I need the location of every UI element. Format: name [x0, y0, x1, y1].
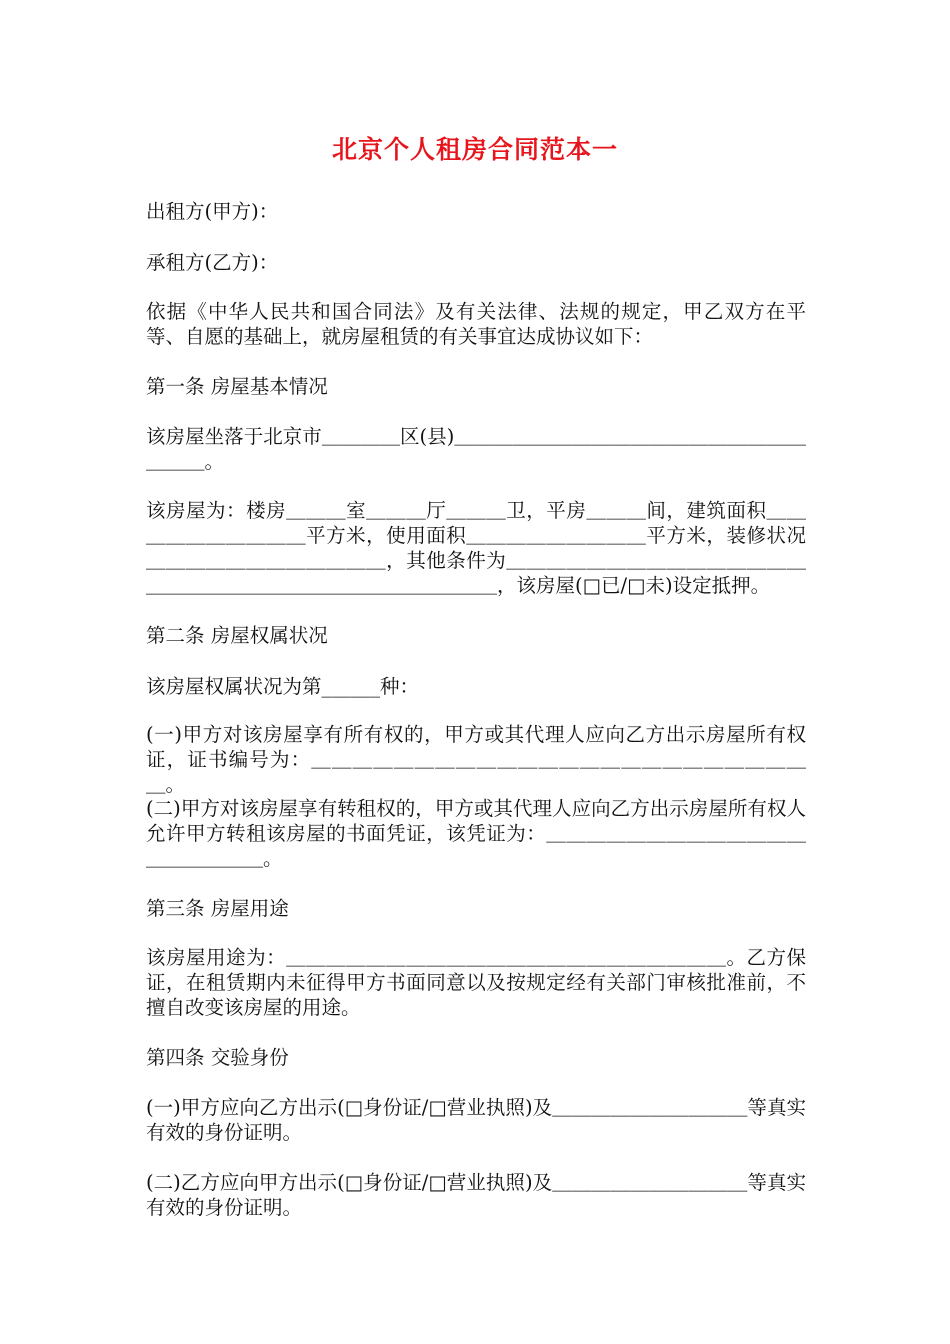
- lessor-line: 出租方(甲方)：: [146, 200, 279, 223]
- property-location-paragraph: 该房屋坐落于北京市＿＿＿＿区(县)＿＿＿＿＿＿＿＿＿＿＿＿＿＿＿＿＿＿＿＿＿。: [146, 425, 806, 473]
- article-3-heading: 第三条 房屋用途: [146, 897, 289, 920]
- identity-clause-2: (二)乙方应向甲方出示(□身份证/□营业执照)及＿＿＿＿＿＿＿＿＿＿等真实有效的身份证明。: [146, 1171, 806, 1219]
- ownership-clause-1: (一)甲方对该房屋享有所有权的，甲方或其代理人应向乙方出示房屋所有权证，证书编号为：＿＿＿＿＿＿＿＿＿＿＿＿＿＿＿＿＿＿＿＿＿＿＿＿＿。: [146, 723, 806, 796]
- identity-clause-1: (一)甲方应向乙方出示(□身份证/□营业执照)及＿＿＿＿＿＿＿＿＿＿等真实有效的身份证明。: [146, 1096, 806, 1144]
- article-4-heading: 第四条 交验身份: [146, 1046, 289, 1069]
- document-title: 北京个人租房合同范本一: [331, 135, 618, 164]
- property-use-paragraph: 该房屋用途为：＿＿＿＿＿＿＿＿＿＿＿＿＿＿＿＿＿＿＿＿＿＿。乙方保证，在租赁期内未征得甲方书面同意以及按规定经有关部门审核批准前，不擅自改变该房屋的用途。: [146, 946, 806, 1019]
- lessee-line: 承租方(乙方)：: [146, 251, 279, 274]
- article-1-heading: 第一条 房屋基本情况: [146, 375, 328, 398]
- property-details-paragraph: 该房屋为：楼房＿＿＿室＿＿＿厅＿＿＿卫，平房＿＿＿间，建筑面积＿＿＿＿＿＿＿＿＿＿平方米，使用面积＿＿＿＿＿＿＿＿＿平方米，装修状况＿＿＿＿＿＿＿＿＿＿＿＿，其他条件为＿＿＿＿＿＿＿＿＿＿＿＿＿＿＿＿＿＿＿＿＿＿＿＿＿＿＿＿＿＿＿＿＿，该房屋(□已/□未)设定抵押。: [146, 499, 806, 597]
- ownership-type-line: 该房屋权属状况为第______种：: [146, 675, 420, 698]
- ownership-clause-2: (二)甲方对该房屋享有转租权的，甲方或其代理人应向乙方出示房屋所有权人允许甲方转租该房屋的书面凭证，该凭证为：＿＿＿＿＿＿＿＿＿＿＿＿＿＿＿＿＿＿＿。: [146, 797, 806, 870]
- preamble-paragraph: 依据《中华人民共和国合同法》及有关法律、法规的规定，甲乙双方在平等、自愿的基础上，就房屋租赁的有关事宜达成协议如下：: [146, 300, 806, 348]
- article-2-heading: 第二条 房屋权属状况: [146, 624, 328, 647]
